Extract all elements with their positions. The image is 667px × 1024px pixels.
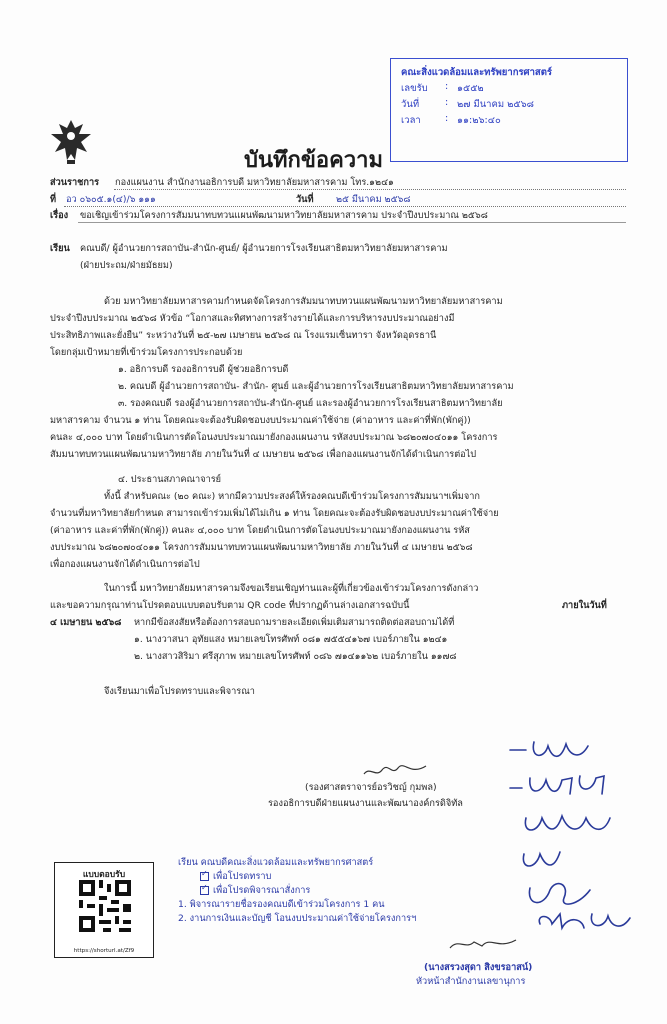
routing-to: เรียน คณบดีคณะสิ่งแวดล้อมและทรัพยากรศาสตร์ — [178, 857, 374, 868]
qr-url[interactable]: https://shorturl.at/Zf9 — [73, 948, 135, 954]
stamp-org: คณะสิ่งแวดล้อมและทรัพยากรศาสตร์ — [401, 67, 552, 78]
checkbox-icon — [200, 886, 209, 895]
para3-deadline-label: ภายในวันที่ — [562, 600, 607, 611]
reference-label: ที่ — [50, 194, 57, 205]
target-item-3-cont-1: มหาสารคาม จำนวน ๑ ท่าน โดยคณะจะต้องรับผิดชอบงบประมาณค่าใช้จ่าย (ค่าอาหาร และค่าที่พัก(พักคู่)) — [50, 415, 471, 426]
signer-position: รองอธิการบดีฝ่ายแผนงานและพัฒนาองค์กรดิจิทัล — [268, 798, 463, 809]
agency-value: กองแผนงาน สำนักงานอธิการบดี มหาวิทยาลัยมหาสารคาม โทร.๑๒๔๑ — [115, 177, 394, 188]
target-item-3-cont-2: คนละ ๔,๐๐๐ บาท โดยดำเนินการตัดโอนงบประมาณมายังกองแผนงาน รหัสงบประมาณ ๖๘๒๐๗๐๔๐๑๑ โครงการ — [50, 432, 498, 443]
stamp-time-label: เวลา — [401, 115, 421, 126]
routing-action-2: 2. งานการเงินและบัญชี โอนงบประมาณค่าใช้จ่ายโครงการฯ — [178, 913, 417, 924]
para1-line-2: ประจำปีงบประมาณ ๒๕๖๘ หัวข้อ “โอกาสและทิศทางการสร้างรายได้และการบริหารงบประมาณอย่างมี — [50, 313, 455, 324]
contact-1: ๑. นางวาสนา อุทัยแสง หมายเลขโทรศัพท์ ๐๘๑ ๗๕๕๔๑๖๗ เบอร์ภายใน ๑๒๔๑ — [134, 634, 448, 645]
routing-action-1: 1. พิจารณารายชื่อรองคณบดีเข้าร่วมโครงการ 1 คน — [178, 899, 385, 910]
subject-label: เรื่อง — [50, 210, 69, 221]
para3-deadline-date: ๔ เมษายน ๒๕๖๘ — [50, 617, 122, 628]
para3-line-3: หากมีข้อสงสัยหรือต้องการสอบถามรายละเอียดเพิ่มเติมสามารถติดต่อสอบถามได้ที่ — [134, 617, 455, 628]
signer-name: (รองศาสตราจารย์อรวิชญ์ กุมพล) — [305, 782, 437, 793]
contact-2: ๒. นางสาวสิริมา ศรีสุภาพ หมายเลขโทรศัพท์ ๐๘๖ ๗๑๔๑๑๖๒ เบอร์ภายใน ๑๑๗๘ — [134, 651, 457, 662]
signature-scribble-icon — [362, 762, 428, 784]
routing-signer-name: (นางสรวงสุดา สิงขรอาสน์) — [424, 962, 533, 973]
response-form-qr[interactable] — [54, 862, 154, 958]
qr-label: แบบตอบรับ — [82, 870, 126, 880]
para3-line-2: และขอความกรุณาท่านโปรดตอบแบบตอบรับตาม QR code ที่ปรากฏด้านล่างเอกสารฉบับนี้ — [50, 600, 410, 611]
addressee-label: เรียน — [50, 243, 70, 254]
para2-line-4: งบประมาณ ๖๘๒๐๗๐๔๐๑๑ โครงการสัมมนาทบทวนแผนพัฒนามหาวิทยาลัย ภายในวันที่ ๔ เมษายน ๒๕๖๘ — [50, 542, 473, 553]
stamp-receive-number: ๑๕๕๒ — [457, 83, 484, 94]
para2-line-2: จำนวนที่มหาวิทยาลัยกำหนด สามารถเข้าร่วมเพิ่มได้ไม่เกิน ๑ ท่าน โดยคณะจะต้องรับผิดชอบงบประมาณค่าใช้จ่าย — [50, 508, 499, 519]
routing-signer-position: หัวหน้าสำนักงานเลขานุการ — [416, 976, 526, 987]
stamp-date: ๒๗ มีนาคม ๒๕๖๘ — [457, 99, 534, 110]
para2-line-1: ทั้งนี้ สำหรับคณะ (๒๐ คณะ) หากมีความประสงค์ให้รองคณบดีเข้าร่วมโครงการสัมมนาฯเพิ่มจาก — [104, 491, 480, 502]
stamp-date-label: วันที่ — [401, 99, 420, 110]
agency-label: ส่วนราชการ — [50, 177, 100, 188]
routing-check-1: ✓เพื่อโปรดทราบ — [200, 871, 271, 883]
qr-code-icon[interactable] — [79, 880, 131, 932]
addressee-line-2: (ฝ่ายประถม/ฝ่ายมัธยม) — [80, 260, 173, 271]
target-item-4: ๔. ประธานสภาคณาจารย์ — [118, 474, 222, 485]
date-label: วันที่ — [296, 194, 314, 205]
receiving-stamp: คณะสิ่งแวดล้อมและทรัพยากรศาสตร์ เลขรับ : ๑๕๕๒ วันที่ : ๒๗ มีนาคม ๒๕๖๘ เวลา : ๑๑:๒๖:๔๐ — [390, 58, 628, 162]
target-item-3: ๓. รองคณบดี รองผู้อำนวยการสถาบัน-สำนัก-ศูนย์ และรองผู้อำนวยการโรงเรียนสาธิตมหาวิทยาลัย — [118, 398, 503, 409]
stamp-receive-label: เลขรับ — [401, 83, 428, 94]
garuda-emblem-icon — [48, 116, 94, 166]
para3-line-1: ในการนี้ มหาวิทยาลัยมหาสารคามจึงขอเรียนเชิญท่านและผู้ที่เกี่ยวข้องเข้าร่วมโครงการดังกล่าว — [104, 583, 479, 594]
para2-line-5: เพื่อกองแผนงานจักได้ดำเนินการต่อไป — [50, 559, 200, 570]
routing-check-2: ✓เพื่อโปรดพิจารณาสั่งการ — [200, 885, 310, 897]
target-item-2: ๒. คณบดี ผู้อำนวยการสถาบัน- สำนัก- ศูนย์ และผู้อำนวยการโรงเรียนสาธิตมหาวิทยาลัยมหาสารคาม — [118, 381, 514, 392]
closing-line: จึงเรียนมาเพื่อโปรดทราบและพิจารณา — [104, 686, 255, 697]
addressee-line-1: คณบดี/ ผู้อำนวยการสถาบัน-สำนัก-ศูนย์/ ผู้อำนวยการโรงเรียนสาธิตมหาวิทยาลัยมหาสารคาม — [80, 243, 448, 254]
memo-date: ๒๕ มีนาคม ๒๕๖๘ — [336, 194, 411, 205]
para1-line-1: ด้วย มหาวิทยาลัยมหาสารคามกำหนดจัดโครงการสัมมนาทบทวนแผนพัฒนามหาวิทยาลัยมหาสารคาม — [104, 296, 503, 307]
reference-number: อว ๐๖๐๕.๑(๔)/๖ ๑๑๑ — [66, 194, 156, 205]
subject-value: ขอเชิญเข้าร่วมโครงการสัมมนาทบทวนแผนพัฒนามหาวิทยาลัยมหาสารคาม ประจำปีงบประมาณ ๒๕๖๘ — [80, 210, 488, 221]
target-item-1: ๑. อธิการบดี รองอธิการบดี ผู้ช่วยอธิการบดี — [118, 364, 289, 375]
stamp-time: ๑๑:๒๖:๔๐ — [457, 115, 501, 126]
para2-line-3: (ค่าอาหาร และค่าที่พัก(พักคู่)) คนละ ๔,๐๐๐ บาท โดยดำเนินการตัดโอนงบประมาณมายังกองแผนงาน รหัส — [50, 525, 470, 536]
para1-line-3: ประสิทธิภาพและยั่งยืน” ระหว่างวันที่ ๒๕-๒๗ เมษายน ๒๕๖๘ ณ โรงแรมเซ็นทารา จังหวัดอุดรธานี — [50, 330, 437, 341]
checkbox-icon — [200, 872, 209, 881]
memo-title: บันทึกข้อความ — [244, 147, 384, 173]
handwritten-note-icon — [500, 738, 650, 938]
target-item-3-cont-3: สัมมนาทบทวนแผนพัฒนามหาวิทยาลัย ภายในวันที่ ๔ เมษายน ๒๕๖๘ เพื่อกองแผนงานจักได้ดำเนินการต่อไป — [50, 449, 477, 460]
para1-line-4: โดยกลุ่มเป้าหมายที่เข้าร่วมโครงการประกอบด้วย — [50, 347, 243, 358]
